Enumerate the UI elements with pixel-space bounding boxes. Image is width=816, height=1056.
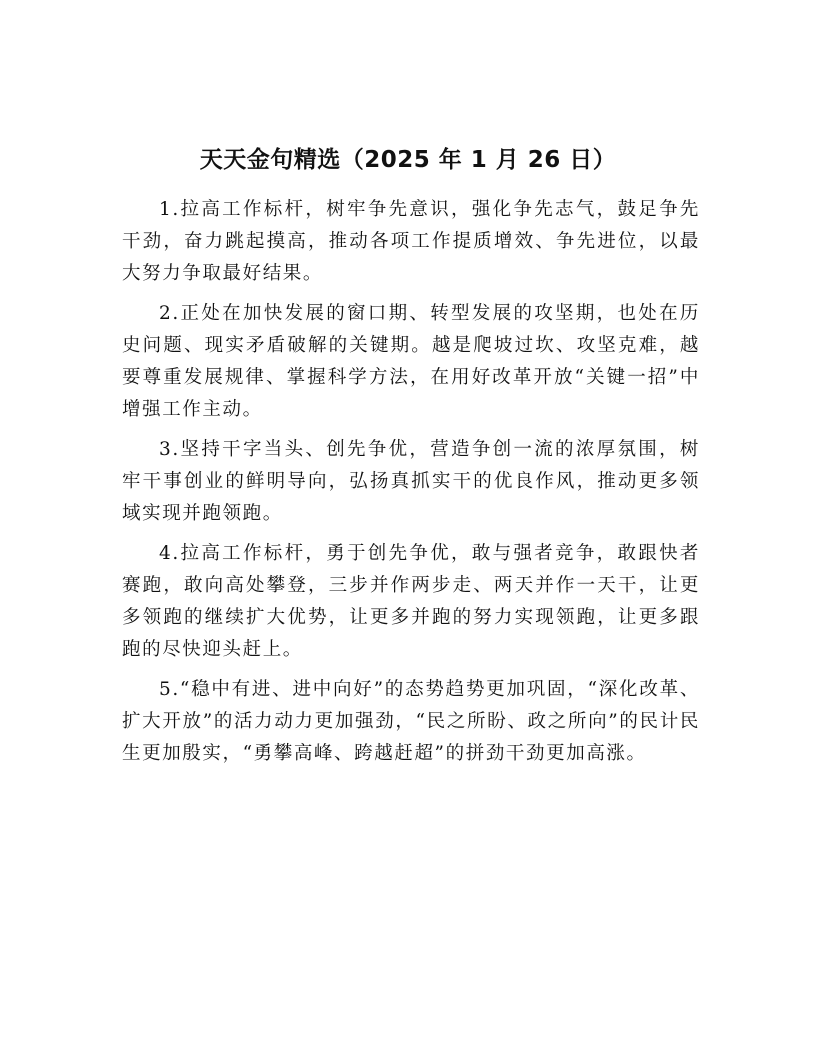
paragraph-2: 2.正处在加快发展的窗口期、转型发展的攻坚期，也处在历史问题、现实矛盾破解的关键期。越是爬坡过坎、攻坚克难，越要尊重发展规律、掌握科学方法，在用好改革开放“关键一招”中增强工作主动。 (122, 303, 700, 420)
paragraph-5: 5.“稳中有进、进中向好”的态势趋势更加巩固，“深化改革、扩大开放”的活力动力更加强劲，“民之所盼、政之所向”的民计民生更加殷实，“勇攀高峰、跨越赶超”的拼劲干劲更加高涨。 (122, 679, 700, 764)
paragraph-3: 3.坚持干字当头、创先争优，营造争创一流的浓厚氛围，树牢干事创业的鲜明导向，弘扬真抓实干的优良作风，推动更多领域实现并跑领跑。 (122, 439, 700, 524)
document-body (122, 194, 700, 778)
paragraph-1: 1.拉高工作标杆，树牢争先意识，强化争先志气，鼓足争先干劲，奋力跳起摸高，推动各项工作提质增效、争先进位，以最大努力争取最好结果。 (122, 199, 700, 284)
paragraph-4: 4.拉高工作标杆，勇于创先争优，敢与强者竞争，敢跟快者赛跑，敢向高处攀登，三步并作两步走、两天并作一天干，让更多领跑的继续扩大优势，让更多并跑的努力实现领跑，让更多跟跑的尽快迎头赶上。 (122, 543, 700, 660)
document-title: 天天金句精选（2025 年 1 月 26 日） (199, 147, 617, 173)
